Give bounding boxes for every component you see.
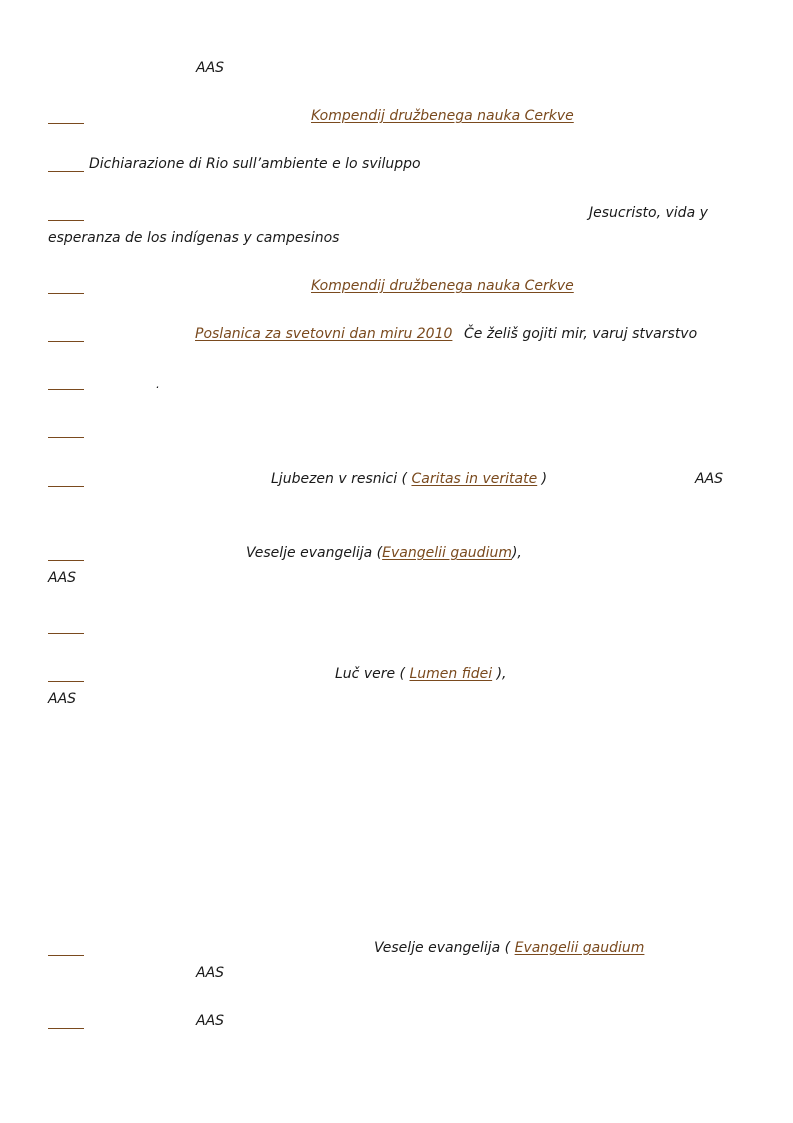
note-text: Ljubezen v resnici ( (271, 471, 408, 487)
note-text: esperanza de los indígenas y campesinos (48, 230, 340, 246)
aas-reference: AAS (48, 570, 77, 586)
link-evangelii-gaudium[interactable]: Evangelii gaudium (514, 940, 645, 956)
note-text: Jesucristo, vida y (589, 205, 708, 221)
note-dot: . (156, 377, 160, 391)
note-line (335, 665, 507, 683)
aas-reference: AAS (196, 60, 225, 76)
link-kompendij[interactable]: Kompendij družbenega nauka Cerkve (311, 278, 574, 294)
footnote-marker[interactable] (48, 1028, 84, 1029)
aas-reference: AAS (695, 471, 724, 487)
note-text: ), (511, 545, 522, 561)
link-lumen-fidei[interactable]: Lumen fidei (409, 666, 493, 682)
link-poslanica[interactable]: Poslanica za svetovni dan miru 2010 (195, 326, 453, 342)
aas-reference: AAS (196, 1013, 225, 1029)
footnote-marker[interactable] (48, 560, 84, 561)
note-line (246, 544, 522, 562)
note-text: Veselje evangelija ( (374, 940, 511, 956)
link-kompendij[interactable]: Kompendij družbenega nauka Cerkve (311, 108, 574, 124)
footnote-marker[interactable] (48, 633, 84, 634)
note-text: Veselje evangelija ( (246, 545, 383, 561)
aas-reference: AAS (196, 965, 225, 981)
footnote-marker[interactable] (48, 389, 84, 390)
note-line (374, 939, 644, 957)
note-text: Luč vere ( (335, 666, 405, 682)
footnote-marker[interactable] (48, 171, 84, 172)
footnote-marker[interactable] (48, 341, 84, 342)
footnote-marker[interactable] (48, 293, 84, 294)
note-text: Dichiarazione di Rio sull’ambiente e lo sviluppo (89, 156, 421, 172)
footnote-marker[interactable] (48, 220, 84, 221)
link-caritas-in-veritate[interactable]: Caritas in veritate (411, 471, 538, 487)
aas-reference: AAS (48, 691, 77, 707)
footnote-marker[interactable] (48, 955, 84, 956)
link-evangelii-gaudium[interactable]: Evangelii gaudium (382, 545, 512, 561)
note-text: Če želiš gojiti mir, varuj stvarstvo (464, 326, 698, 342)
footnote-marker[interactable] (48, 681, 84, 682)
note-text: ), (496, 666, 507, 682)
footnote-marker[interactable] (48, 437, 84, 438)
footnote-marker[interactable] (48, 123, 84, 124)
note-text: ) (541, 471, 548, 487)
footnote-marker[interactable] (48, 486, 84, 487)
note-line (271, 470, 547, 488)
